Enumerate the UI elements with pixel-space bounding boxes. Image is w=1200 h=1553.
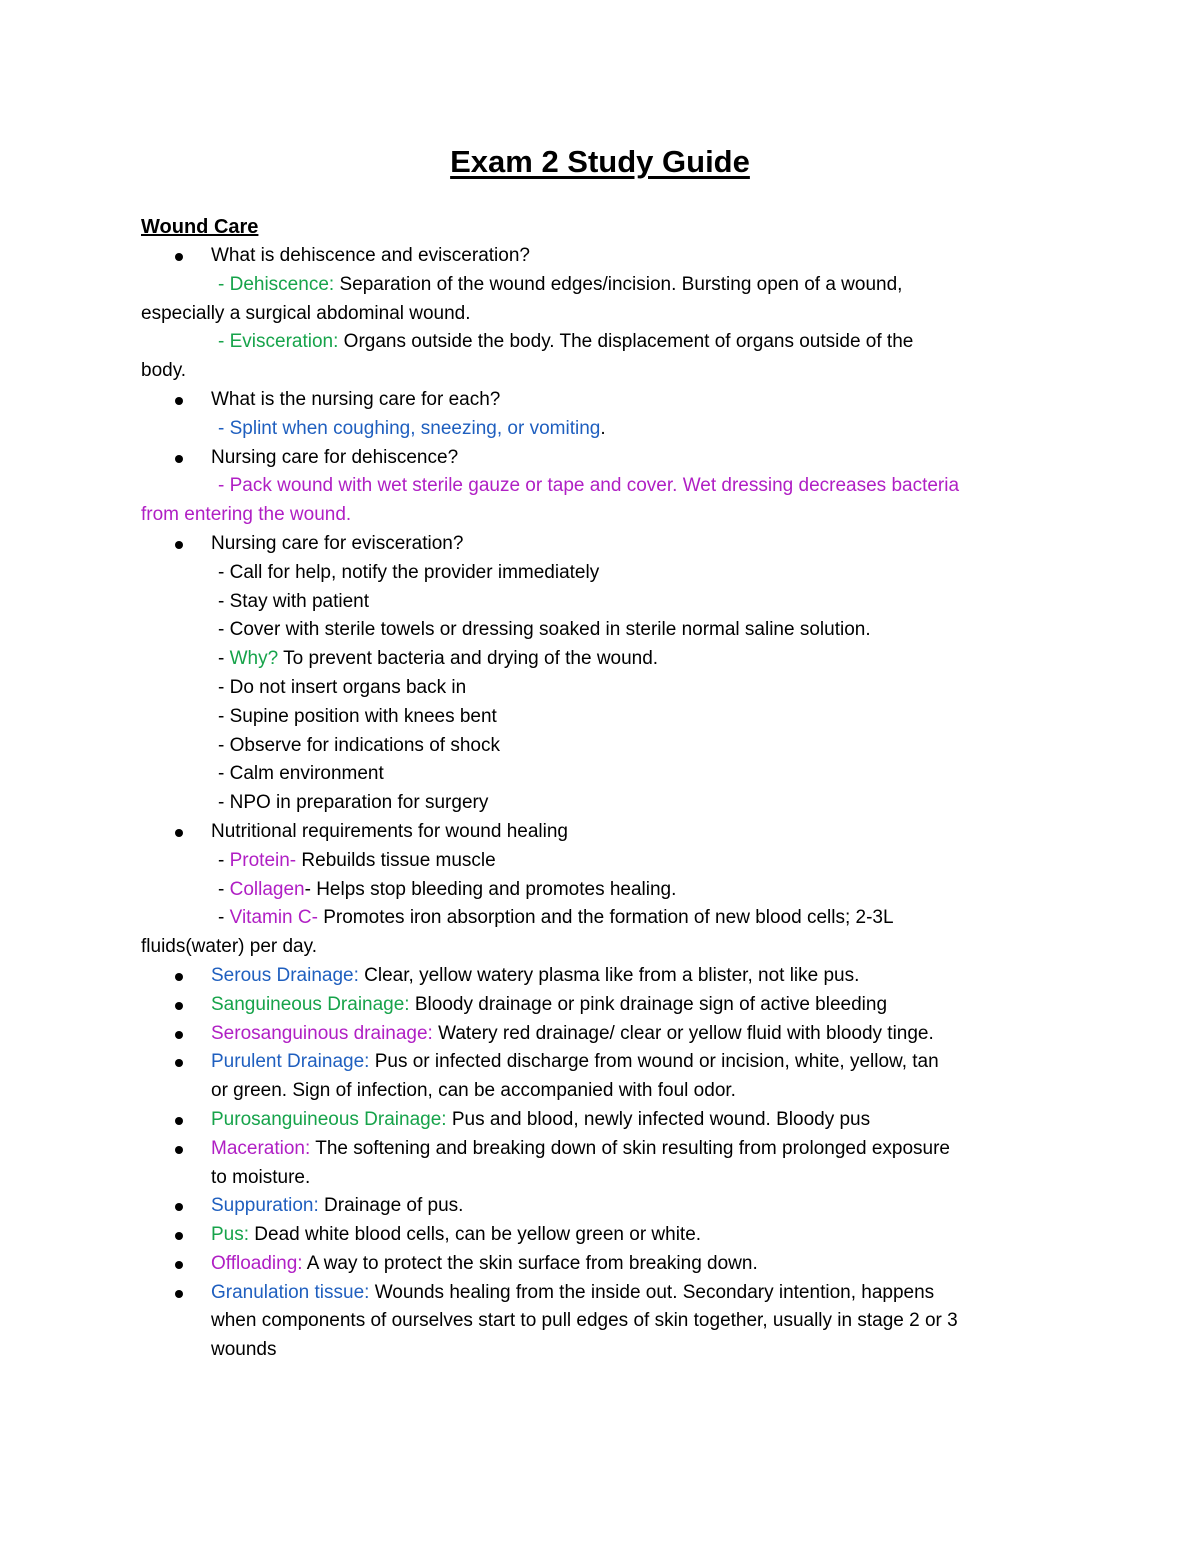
definition-evisceration-continued bbox=[141, 357, 1071, 386]
bullet-question-dehiscence-care bbox=[141, 444, 1071, 473]
definition-text: Wounds healing from the inside out. Secondary intention, happens bbox=[369, 1281, 935, 1303]
step-text: - Calm environment bbox=[218, 763, 384, 785]
answer-splint bbox=[141, 415, 1071, 444]
definition-evisceration bbox=[141, 328, 1071, 357]
term-vitamin-c: Vitamin C- bbox=[229, 907, 318, 929]
bullet-question-dehiscence-evisceration bbox=[141, 242, 1071, 271]
bullet-purosanguineous-drainage bbox=[141, 1106, 1071, 1135]
nutrient-text: Rebuilds tissue muscle bbox=[296, 849, 496, 871]
step-text: - Do not insert organs back in bbox=[218, 676, 467, 698]
step-text: - Observe for indications of shock bbox=[218, 734, 500, 756]
evisceration-step-why bbox=[141, 645, 1071, 674]
question-text: Nursing care for evisceration? bbox=[211, 532, 464, 554]
nutrient-text: - Helps stop bleeding and promotes healing. bbox=[304, 878, 677, 900]
term-serosanguinous-drainage: Serosanguinous drainage: bbox=[211, 1022, 433, 1044]
dash-marker: - bbox=[218, 273, 230, 295]
answer-text: - Splint when coughing, sneezing, or vomiting bbox=[218, 417, 601, 439]
bullet-purulent-drainage bbox=[141, 1048, 1071, 1077]
step-text: - Call for help, notify the provider immediately bbox=[218, 561, 600, 583]
definition-text: Bloody drainage or pink drainage sign of active bleeding bbox=[409, 993, 888, 1015]
definition-text: Separation of the wound edges/incision. Bursting open of a wound, bbox=[334, 273, 903, 295]
definition-dehiscence bbox=[141, 271, 1071, 300]
definition-text: or green. Sign of infection, can be accompanied with foul odor. bbox=[211, 1080, 736, 1102]
definition-text: Clear, yellow watery plasma like from a blister, not like pus. bbox=[358, 964, 860, 986]
step-text: - NPO in preparation for surgery bbox=[218, 792, 489, 814]
term-maceration: Maceration: bbox=[211, 1137, 311, 1159]
nutrient-vitamin-c bbox=[141, 904, 1071, 933]
bullet-granulation-tissue-continued bbox=[141, 1307, 1071, 1336]
dash-marker: - bbox=[218, 648, 230, 670]
question-text: Nursing care for dehiscence? bbox=[211, 446, 459, 468]
definition-text: wounds bbox=[211, 1339, 277, 1361]
bullet-nutritional-requirements bbox=[141, 818, 1071, 847]
nutrient-vitamin-c-continued bbox=[141, 933, 1071, 962]
term-purulent-drainage: Purulent Drainage: bbox=[211, 1051, 370, 1073]
term-serous-drainage: Serous Drainage: bbox=[211, 964, 359, 986]
bullet-pus bbox=[141, 1221, 1071, 1250]
dash-marker: - bbox=[218, 907, 230, 929]
bullet-question-nursing-care-each bbox=[141, 386, 1071, 415]
term-sanguineous-drainage: Sanguineous Drainage: bbox=[211, 993, 410, 1015]
question-text: What is the nursing care for each? bbox=[211, 388, 501, 410]
bullet-granulation-tissue bbox=[141, 1279, 1071, 1308]
step-text: - Supine position with knees bent bbox=[218, 705, 497, 727]
evisceration-step bbox=[141, 732, 1071, 761]
definition-text: to moisture. bbox=[211, 1166, 311, 1188]
evisceration-step bbox=[141, 588, 1071, 617]
step-text: - Cover with sterile towels or dressing soaked in sterile normal saline solution. bbox=[218, 619, 871, 641]
definition-text: Organs outside the body. The displacement of organs outside of the bbox=[338, 331, 914, 353]
section-heading: Wound Care bbox=[141, 216, 259, 238]
answer-period: . bbox=[600, 417, 606, 439]
bullet-granulation-tissue-continued bbox=[141, 1336, 1071, 1365]
step-text: - Stay with patient bbox=[218, 590, 370, 612]
evisceration-step bbox=[141, 760, 1071, 789]
dash-marker: - bbox=[218, 331, 230, 353]
question-text: Nutritional requirements for wound healing bbox=[211, 820, 568, 842]
definition-text: The softening and breaking down of skin resulting from prolonged exposure bbox=[310, 1137, 950, 1159]
answer-text: from entering the wound. bbox=[141, 504, 352, 526]
term-why: Why? bbox=[229, 648, 279, 670]
answer-pack-wound bbox=[141, 472, 1071, 501]
term-collagen: Collagen bbox=[229, 878, 305, 900]
nutrient-text: fluids(water) per day. bbox=[141, 936, 317, 958]
study-guide-body bbox=[141, 242, 1071, 1365]
bullet-purulent-drainage-continued bbox=[141, 1077, 1071, 1106]
bullet-serosanguinous-drainage bbox=[141, 1020, 1071, 1049]
definition-text: Pus or infected discharge from wound or incision, white, yellow, tan bbox=[369, 1051, 939, 1073]
bullet-maceration bbox=[141, 1135, 1071, 1164]
evisceration-step bbox=[141, 616, 1071, 645]
definition-text: Pus and blood, newly infected wound. Bloody pus bbox=[446, 1108, 871, 1130]
definition-text: when components of ourselves start to pull edges of skin together, usually in stage 2 or 3 bbox=[211, 1310, 958, 1332]
evisceration-step bbox=[141, 674, 1071, 703]
evisceration-step bbox=[141, 559, 1071, 588]
bullet-sanguineous-drainage bbox=[141, 991, 1071, 1020]
definition-text: A way to protect the skin surface from breaking down. bbox=[302, 1252, 758, 1274]
page-title: Exam 2 Study Guide bbox=[450, 144, 750, 179]
nutrient-collagen bbox=[141, 876, 1071, 905]
evisceration-step bbox=[141, 703, 1071, 732]
term-evisceration: Evisceration: bbox=[229, 331, 339, 353]
definition-text: Watery red drainage/ clear or yellow fluid with bloody tinge. bbox=[432, 1022, 934, 1044]
definition-text: especially a surgical abdominal wound. bbox=[141, 302, 471, 324]
term-offloading: Offloading: bbox=[211, 1252, 303, 1274]
term-dehiscence: Dehiscence: bbox=[229, 273, 335, 295]
bullet-suppuration bbox=[141, 1192, 1071, 1221]
evisceration-step bbox=[141, 789, 1071, 818]
definition-text: body. bbox=[141, 360, 187, 382]
nutrient-protein bbox=[141, 847, 1071, 876]
term-pus: Pus: bbox=[211, 1224, 250, 1246]
definition-text: Dead white blood cells, can be yellow green or white. bbox=[249, 1224, 702, 1246]
definition-text: Drainage of pus. bbox=[318, 1195, 464, 1217]
bullet-offloading bbox=[141, 1250, 1071, 1279]
bullet-serous-drainage bbox=[141, 962, 1071, 991]
term-suppuration: Suppuration: bbox=[211, 1195, 319, 1217]
answer-text: - Pack wound with wet sterile gauze or tape and cover. Wet dressing decreases bacteria bbox=[218, 475, 960, 497]
nutrient-text: Promotes iron absorption and the formation of new blood cells; 2-3L bbox=[317, 907, 894, 929]
question-text: What is dehiscence and evisceration? bbox=[211, 245, 530, 266]
bullet-maceration-continued bbox=[141, 1164, 1071, 1193]
dash-marker: - bbox=[218, 878, 230, 900]
term-granulation-tissue: Granulation tissue: bbox=[211, 1281, 370, 1303]
definition-dehiscence-continued bbox=[141, 300, 1071, 329]
term-protein: Protein- bbox=[229, 849, 297, 871]
dash-marker: - bbox=[218, 849, 230, 871]
answer-pack-wound-continued bbox=[141, 501, 1071, 530]
bullet-question-evisceration-care bbox=[141, 530, 1071, 559]
term-purosanguineous-drainage: Purosanguineous Drainage: bbox=[211, 1108, 447, 1130]
step-text: To prevent bacteria and drying of the wound. bbox=[278, 648, 659, 670]
